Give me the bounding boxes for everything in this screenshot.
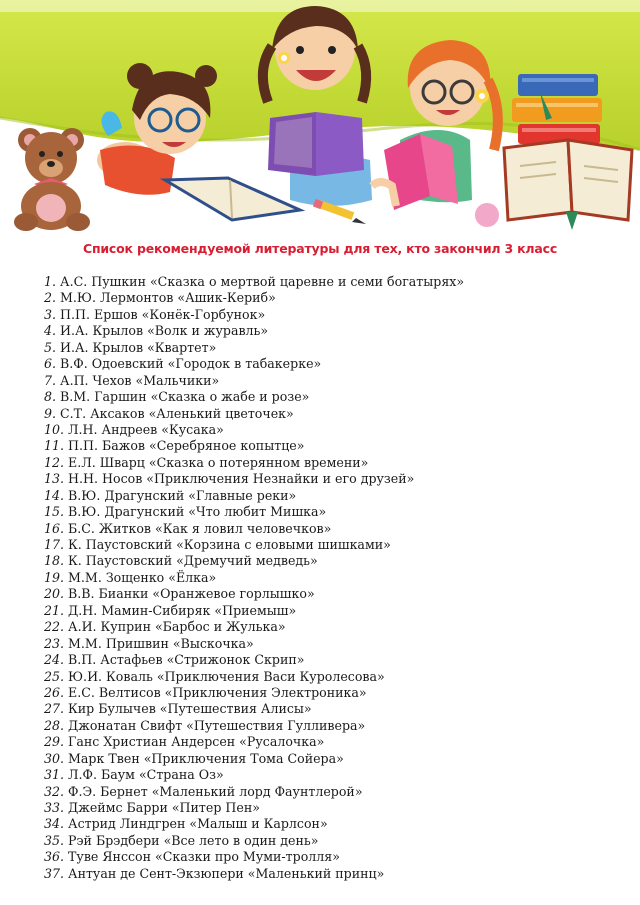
list-item: [44, 751, 464, 767]
list-item-number: 29.: [44, 734, 65, 750]
list-item-text: Ганс Христиан Андерсен «Русалочка»: [68, 734, 325, 750]
list-item-number: 33.: [44, 800, 65, 815]
list-item: [44, 553, 464, 569]
list-item: [44, 866, 464, 882]
list-item-number: 22.: [44, 619, 65, 635]
header-illustration: [0, 0, 640, 232]
list-item-number: 15.: [44, 504, 65, 520]
list-item: [44, 685, 464, 701]
list-item-number: 12.: [44, 454, 65, 470]
book-stack-icon: [512, 74, 602, 144]
list-item-number: 5.: [44, 339, 57, 355]
list-item-text: Астрид Линдгрен «Малыш и Карлсон»: [68, 816, 328, 832]
list-item-text: Кир Булычев «Путешествия Алисы»: [68, 701, 312, 717]
list-item-text: Н.Н. Носов «Приключения Незнайки и его друзей»: [68, 471, 415, 487]
list-item-text: Л.Ф. Баум «Страна Оз»: [68, 767, 224, 783]
list-item-text: Марк Твен «Приключения Тома Сойера»: [68, 750, 344, 766]
list-item-number: 19.: [44, 569, 65, 585]
book-list: [44, 274, 464, 882]
list-item-text: В.Ю. Драгунский «Что любит Мишка»: [68, 504, 327, 520]
list-item-number: 24.: [44, 652, 65, 668]
list-item-number: 14.: [44, 487, 65, 503]
list-item: [44, 488, 464, 504]
list-item-number: 37.: [44, 865, 65, 881]
list-item-number: 34.: [44, 816, 65, 832]
list-item-number: 18.: [44, 553, 65, 569]
list-item: [44, 619, 464, 635]
list-item-text: В.Ф. Одоевский «Городок в табакерке»: [60, 356, 322, 372]
list-item-number: 10.: [44, 421, 65, 437]
list-item-text: А.С. Пушкин «Сказка о мертвой царевне и семи богатырях»: [60, 274, 465, 289]
list-item: [44, 784, 464, 800]
page-title: Список рекомендуемой литературы для тех, кто закончил 3 класс: [82, 241, 558, 256]
list-item-number: 8.: [44, 389, 57, 405]
list-item-number: 16.: [44, 520, 65, 536]
list-item: [44, 570, 464, 586]
list-item-text: Е.С. Велтисов «Приключения Электроника»: [68, 684, 367, 700]
list-item-number: 36.: [44, 849, 65, 865]
list-item-text: Ф.Э. Бернет «Маленький лорд Фаунтлерой»: [68, 783, 363, 799]
list-item: [44, 340, 464, 356]
list-item-text: Е.Л. Шварц «Сказка о потерянном времени»: [68, 454, 369, 470]
list-item: [44, 800, 464, 816]
list-item-number: 31.: [44, 767, 65, 783]
list-item: [44, 603, 464, 619]
list-item: [44, 389, 464, 405]
list-item: [44, 323, 464, 339]
list-item: [44, 373, 464, 389]
list-item-number: 2.: [44, 290, 57, 306]
list-item-text: В.М. Гаршин «Сказка о жабе и розе»: [60, 389, 310, 405]
list-item-text: Джонатан Свифт «Путешествия Гулливера»: [68, 717, 366, 733]
list-item-text: К. Паустовский «Дремучий медведь»: [68, 553, 318, 569]
list-item-number: 21.: [44, 602, 65, 618]
list-item: [44, 816, 464, 832]
list-item-text: Туве Янссон «Сказки про Муми-тролля»: [68, 849, 340, 865]
list-item: [44, 636, 464, 652]
list-item-number: 1.: [44, 274, 57, 289]
list-item-number: 3.: [44, 306, 57, 322]
list-item: [44, 849, 464, 865]
list-item-number: 9.: [44, 405, 57, 421]
list-item-text: Рэй Брэдбери «Все лето в один день»: [68, 832, 319, 848]
list-item-text: М.М. Зощенко «Ёлка»: [68, 569, 217, 585]
list-item: [44, 669, 464, 685]
list-item-number: 27.: [44, 701, 65, 717]
list-item: [44, 406, 464, 422]
ball-icon: [475, 203, 499, 227]
list-item-number: 6.: [44, 356, 57, 372]
list-item: [44, 521, 464, 537]
list-item-text: Ю.И. Коваль «Приключения Васи Куролесова»: [68, 668, 385, 684]
list-item-number: 13.: [44, 471, 65, 487]
list-item-text: М.М. Пришвин «Выскочка»: [68, 635, 254, 651]
list-item-number: 17.: [44, 537, 65, 552]
list-item-text: М.Ю. Лермонтов «Ашик-Кериб»: [60, 290, 276, 306]
list-item-text: В.В. Бианки «Оранжевое горлышко»: [68, 586, 315, 602]
list-item: [44, 471, 464, 487]
list-item-number: 25.: [44, 668, 65, 684]
list-item-text: В.Ю. Драгунский «Главные реки»: [68, 487, 297, 503]
list-item: [44, 356, 464, 372]
list-item: [44, 290, 464, 306]
list-item-number: 11.: [44, 438, 65, 454]
list-item: [44, 438, 464, 454]
list-item-text: С.Т. Аксаков «Аленький цветочек»: [60, 405, 294, 421]
list-item-text: П.П. Бажов «Серебряное копытце»: [68, 438, 305, 454]
list-item-text: К. Паустовский «Корзина с еловыми шишками»: [68, 537, 391, 552]
list-item: [44, 833, 464, 849]
list-item: [44, 504, 464, 520]
list-item: [44, 652, 464, 668]
list-item-text: Антуан де Сент-Экзюпери «Маленький принц»: [68, 865, 385, 881]
list-item: [44, 586, 464, 602]
list-item-number: 30.: [44, 750, 65, 766]
list-item-text: А.И. Куприн «Барбос и Жулька»: [68, 619, 286, 635]
list-item: [44, 701, 464, 717]
list-item-number: 7.: [44, 372, 57, 388]
list-item: [44, 718, 464, 734]
list-item-number: 20.: [44, 586, 65, 602]
list-item-text: Д.Н. Мамин-Сибиряк «Приемыш»: [68, 602, 297, 618]
list-item-text: А.П. Чехов «Мальчики»: [60, 372, 220, 388]
list-item-text: В.П. Астафьев «Стрижонок Скрип»: [68, 652, 305, 668]
list-item-number: 35.: [44, 832, 65, 848]
list-item: [44, 767, 464, 783]
list-item-text: Л.Н. Андреев «Кусака»: [68, 421, 224, 437]
list-item: [44, 734, 464, 750]
list-item-text: Джеймс Барри «Питер Пен»: [68, 800, 260, 815]
list-item-number: 26.: [44, 684, 65, 700]
list-item-number: 28.: [44, 717, 65, 733]
list-item: [44, 274, 464, 290]
list-item-text: П.П. Ершов «Конёк-Горбунок»: [60, 306, 266, 322]
list-item: [44, 422, 464, 438]
list-item: [44, 307, 464, 323]
list-item-number: 32.: [44, 783, 65, 799]
open-book-icon: [504, 140, 632, 230]
list-item-number: 4.: [44, 323, 57, 339]
list-item: [44, 455, 464, 471]
list-item-text: И.А. Крылов «Квартет»: [60, 339, 217, 355]
list-item-text: И.А. Крылов «Волк и журавль»: [60, 323, 269, 339]
list-item-number: 23.: [44, 635, 65, 651]
list-item-text: Б.С. Житков «Как я ловил человечков»: [68, 520, 332, 536]
list-item: [44, 537, 464, 553]
